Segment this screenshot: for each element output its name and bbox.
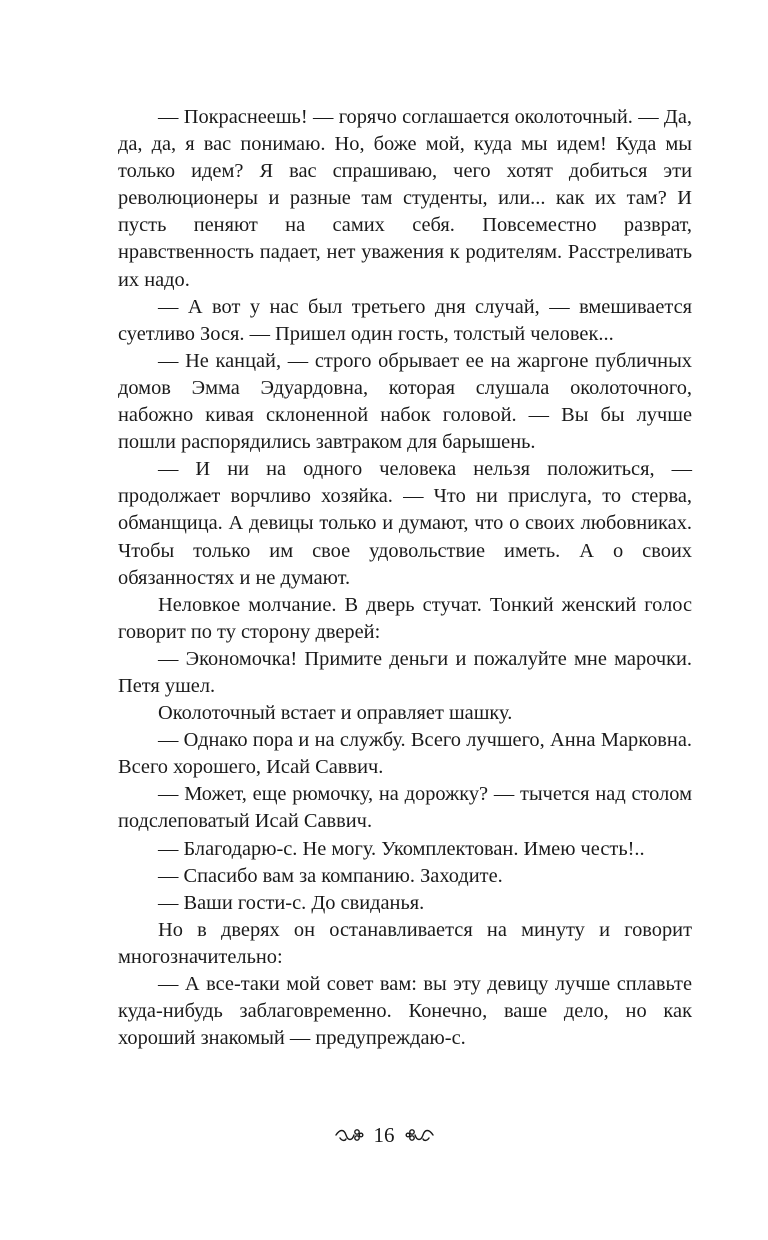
paragraph: Но в дверях он останавливается на минуту и говорит многозначительно: [118, 918, 692, 968]
paragraph: Околоточный встает и оправляет шашку. [158, 702, 513, 725]
paragraph: — Благодарю-с. Не могу. Укомплектован. Имею честь!.. [158, 837, 645, 860]
paragraph: — Ваши гости-с. До свиданья. [158, 891, 425, 914]
paragraph: — Экономочка! Примите деньги и пожалуйте мне марочки. Петя ушел. [118, 647, 692, 697]
paragraph: — Однако пора и на службу. Всего лучшего, Анна Марковна. Всего хорошего, Исай Саввич. [118, 729, 692, 779]
paragraph: — Спасибо вам за компанию. Заходите. [158, 864, 503, 887]
paragraph: — Может, еще рюмочку, на дорожку? — тычется над столом подслеповатый Исай Саввич. [118, 783, 692, 833]
page-number: 16 [373, 1122, 395, 1147]
paragraph: — Покраснеешь! — горячо соглашается околоточный. — Да, да, да, я вас понимаю. Но, боже мой, куда мы идем! Куда мы только идем? Я вас спрашиваю, чего хотят добиться эти революционеры и разные там студенты, или... как их там? И пусть пеняют на самих себя. Повсеместно разврат, нравственность падает, нет уважения к родителям. Расстреливать их надо. [118, 106, 692, 291]
paragraph: — Не канцай, — строго обрывает ее на жаргоне публичных домов Эмма Эдуардовна, которая слушала околоточного, набожно кивая склоненной набок головой. — Вы бы лучше пошли распорядились завтраком для барышень. [118, 349, 692, 454]
page-footer [0, 1120, 768, 1150]
ornament-left-icon [334, 1126, 364, 1144]
ornament-right-icon [405, 1126, 435, 1144]
page-text [118, 104, 692, 1052]
paragraph: Неловкое молчание. В дверь стучат. Тонкий женский голос говорит по ту сторону дверей: [118, 593, 692, 643]
paragraph: — И ни на одного человека нельзя положиться, — продолжает ворчливо хозяйка. — Что ни прислуга, то стерва, обманщица. А девицы только и думают, что о своих любовниках. Чтобы только им свое удовольствие иметь. А о своих обязанностях и не думают. [118, 458, 692, 589]
paragraph: — А вот у нас был третьего дня случай, — вмешивается суетливо Зося. — Пришел один гость, толстый человек... [118, 295, 692, 345]
paragraph: — А все-таки мой совет вам: вы эту девицу лучше сплавьте куда-нибудь заблаговременно. Конечно, ваше дело, но как хороший знакомый — предупреждаю-с. [118, 973, 692, 1050]
